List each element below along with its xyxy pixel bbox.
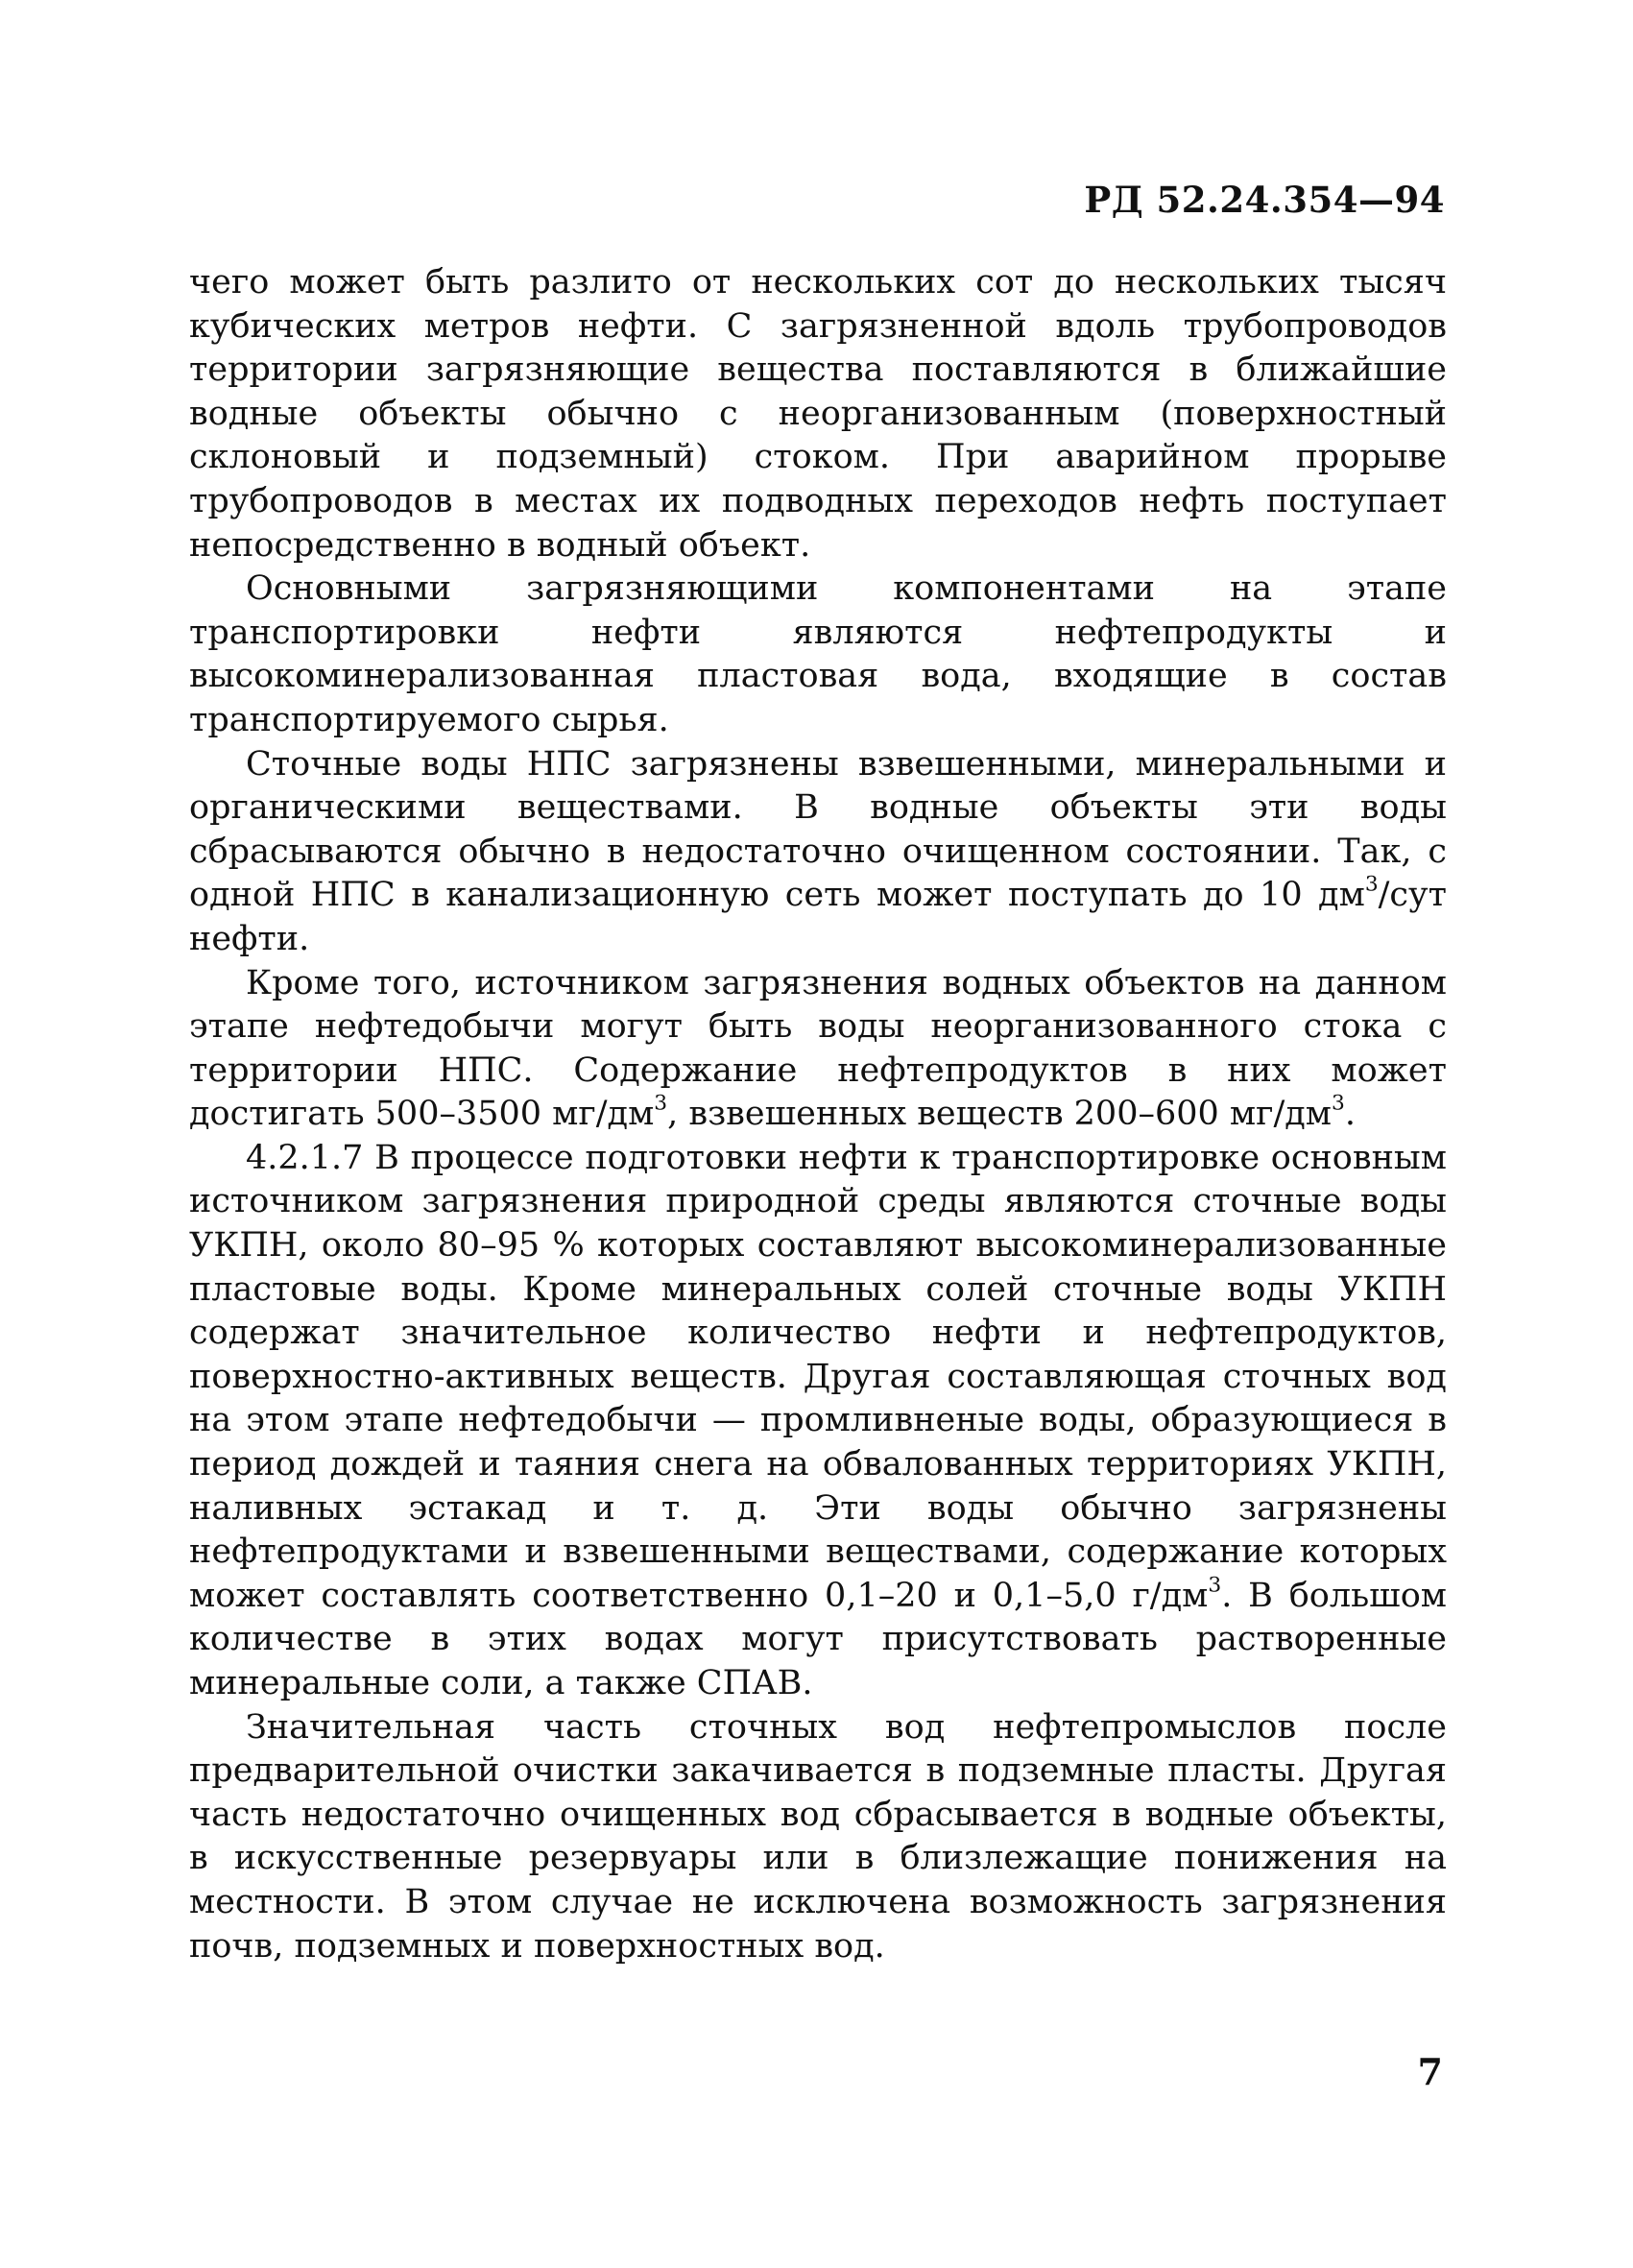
document-code: РД 52.24.354—94: [1084, 179, 1445, 221]
paragraph-3: [189, 743, 1447, 962]
paragraph-4: [189, 962, 1447, 1137]
paragraph-4-text-end: .: [1344, 1095, 1356, 1134]
superscript: 3: [1364, 872, 1379, 897]
paragraph-1: чего может быть разлито от нескольких сот до нескольких тысяч кубических метров нефти. С загрязненной вдоль трубопроводов территории загрязняющие вещества поставляются в ближайшие водные объекты обычно с неорганизованным (поверхностный склоновый и подземный) стоком. При аварийном прорыве трубопроводов в местах их подводных переходов нефть поступает непосредственно в водный объект.: [189, 263, 1447, 565]
paragraph-4-text-middle: , взвешенных веществ 200–600 мг/дм: [667, 1095, 1333, 1134]
paragraph-5: [189, 1137, 1447, 1706]
body-text: [189, 261, 1447, 1968]
paragraph-5-text: 4.2.1.7 В процессе подготовки нефти к транспортировке основным источником загрязнения природной среды являются сточные воды УКПН, около 80–95 % которых составляют высокоминерализованные пластовые воды. Кроме минеральных солей сточные воды УКПН содержат значительное количество нефти и нефтепродуктов, поверхностно-активных веществ. Другая составляющая сточных вод на этом этапе нефтедобычи — промливненые воды, образующиеся в период дождей и таяния снега на обвалованных территориях УКПН, наливных эстакад и т. д. Эти воды обычно загрязнены нефтепродуктами и взвешенными веществами, содержание которых может составлять соответственно 0,1–20 и 0,1–5,0 г/дм: [189, 1138, 1447, 1615]
paragraph-2: Основными загрязняющими компонентами на этапе транспортировки нефти являются нефтепродукты и высокоминерализованная пластовая вода, входящие в состав транспортируемого сырья.: [189, 569, 1447, 739]
superscript: 3: [1332, 1091, 1345, 1116]
paragraph-4-text: Кроме того, источником загрязнения водных объектов на данном этапе нефтедобычи могут быть воды неорганизованного стока с территории НПС. Содержание нефтепродуктов в них может достигать 500–3500 мг/дм: [189, 963, 1447, 1134]
page-number: 7: [1417, 2050, 1443, 2093]
superscript: 3: [1208, 1573, 1222, 1598]
superscript: 3: [654, 1091, 668, 1116]
paragraph-3-text: Сточные воды НПС загрязнены взвешенными, минеральными и органическими веществами. В водные объекты эти воды сбрасываются обычно в недостаточно очищенном состоянии. Так, с одной НПС в канализационную сеть может поступать до 10 дм: [189, 744, 1447, 915]
paragraph-6: Значительная часть сточных вод нефтепромыслов после предварительной очистки закачивается в подземные пласты. Другая часть недостаточно очищенных вод сбрасывается в водные объекты, в искусственные резервуары или в близлежащие понижения на местности. В этом случае не исключена возможность загрязнения почв, подземных и поверхностных вод.: [189, 1707, 1447, 1966]
paragraph-5-text-end: . В большом количестве в этих водах могут присутствовать растворенные минеральные соли, а также СПАВ.: [189, 1576, 1448, 1702]
paragraph-3-text-end: /сут нефти.: [189, 876, 1447, 958]
